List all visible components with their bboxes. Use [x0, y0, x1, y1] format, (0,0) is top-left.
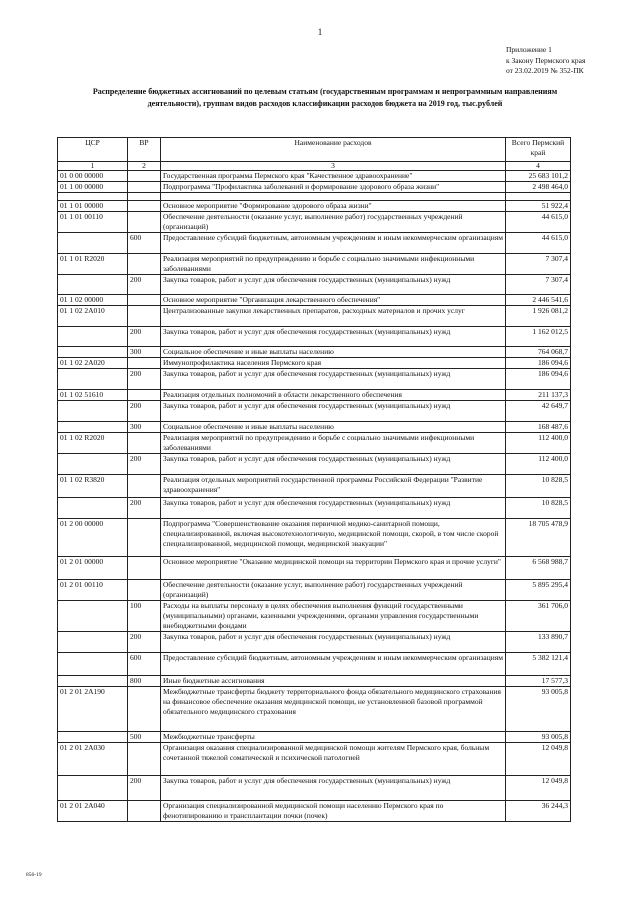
index-row [58, 162, 571, 171]
name-cell: Организация специализированной медицинской помощи населению Пермского края по фенотипированию и трансплантации почки (почек) [161, 801, 506, 822]
table-row [58, 687, 571, 732]
appendix-line-1: Приложение 1 [506, 45, 552, 54]
name-cell: Закупка товаров, работ и услуг для обеспечения государственных (муниципальных) нужд [161, 401, 506, 422]
vr-cell: 300 [128, 347, 161, 358]
budget-table-body [58, 171, 571, 822]
page-number: 1 [317, 27, 323, 37]
vr-cell: 600 [128, 653, 161, 676]
table-row [58, 601, 571, 632]
vr-cell: 300 [128, 422, 161, 433]
table-row [58, 801, 571, 822]
vr-cell [128, 201, 161, 212]
name-cell: Закупка товаров, работ и услуг для обеспечения государственных (муниципальных) нужд [161, 369, 506, 390]
csr-cell [58, 422, 128, 433]
amount-cell: 6 568 988,7 [506, 557, 571, 580]
vr-cell [128, 193, 161, 201]
name-cell: Закупка товаров, работ и услуг для обеспечения государственных (муниципальных) нужд [161, 327, 506, 347]
index-cell: 1 [58, 162, 128, 171]
csr-cell: 01 2 01 00000 [58, 557, 128, 580]
table-row [58, 201, 571, 212]
vr-cell [128, 182, 161, 193]
table-row [58, 390, 571, 401]
name-cell: Межбюджетные трансферты бюджету территориального фонда обязательного медицинского страхования на финансовое обеспечение оказания медицинской помощи, не установленной базовой программой обязательного медицинского страхования [161, 687, 506, 732]
header-name: Наименование расходов [161, 138, 506, 162]
vr-cell: 200 [128, 776, 161, 801]
vr-cell: 200 [128, 632, 161, 653]
table-row [58, 212, 571, 233]
name-cell: Реализация мероприятий по предупреждению и борьбе с социально значимыми инфекционными заболеваниями [161, 433, 506, 454]
name-cell: Предоставление субсидий бюджетным, автономным учреждениям и иным некоммерческим организациям [161, 233, 506, 254]
csr-cell: 01 1 02 R3820 [58, 475, 128, 498]
amount-cell: 168 487,6 [506, 422, 571, 433]
name-cell: Основное мероприятие "Формирование здорового образа жизни" [161, 201, 506, 212]
csr-cell [58, 776, 128, 801]
vr-cell [128, 475, 161, 498]
amount-cell: 93 005,8 [506, 687, 571, 732]
csr-cell [58, 601, 128, 632]
csr-cell: 01 2 01 2А030 [58, 743, 128, 776]
header-row [58, 138, 571, 162]
vr-cell [128, 212, 161, 233]
name-cell: Подпрограмма "Совершенствование оказания первичной медико-санитарной помощи, специализированной, включая высокотехнологичную, медицинской помощи, скорой, в том числе скорой специализированной, медицинской помощи, медицинской эвакуации" [161, 519, 506, 557]
amount-cell: 51 922,4 [506, 201, 571, 212]
amount-cell: 10 828,5 [506, 475, 571, 498]
appendix-note [506, 45, 585, 77]
vr-cell [128, 557, 161, 580]
appendix-line-2: к Закону Пермского края [506, 55, 586, 65]
vr-cell: 800 [128, 676, 161, 687]
name-cell [161, 193, 506, 201]
table-row [58, 275, 571, 295]
index-cell: 4 [506, 162, 571, 171]
amount-cell: 25 683 101,2 [506, 171, 571, 182]
name-cell: Закупка товаров, работ и услуг для обеспечения государственных (муниципальных) нужд [161, 498, 506, 519]
name-cell: Предоставление субсидий бюджетным, автономным учреждениям и иным некоммерческим организациям [161, 653, 506, 676]
amount-cell: 764 068,7 [506, 347, 571, 358]
csr-cell [58, 653, 128, 676]
table-row [58, 653, 571, 676]
vr-cell: 200 [128, 369, 161, 390]
amount-cell: 186 094,6 [506, 358, 571, 369]
header-total: Всего Пермский край [506, 138, 571, 162]
table-row [58, 776, 571, 801]
table-row [58, 732, 571, 743]
csr-cell [58, 676, 128, 687]
amount-cell: 5 382 121,4 [506, 653, 571, 676]
amount-cell: 211 137,3 [506, 390, 571, 401]
vr-cell: 200 [128, 498, 161, 519]
csr-cell [58, 401, 128, 422]
title-line-1: Распределение бюджетных ассигнований по целевым статьям (государственным программам и непрограммным направлениям [92, 87, 558, 96]
table-row [58, 557, 571, 580]
csr-cell: 01 2 00 00000 [58, 519, 128, 557]
footer-code: 856-19 [26, 872, 42, 878]
csr-cell [58, 632, 128, 653]
name-cell: Обеспечение деятельности (оказание услуг, выполнение работ) государственных учреждений (организаций) [161, 212, 506, 233]
amount-cell: 112 400,0 [506, 454, 571, 475]
name-cell: Социальное обеспечение и иные выплаты населению [161, 422, 506, 433]
vr-cell [128, 687, 161, 732]
csr-cell: 01 1 02 51610 [58, 390, 128, 401]
amount-cell: 36 244,3 [506, 801, 571, 822]
table-row [58, 193, 571, 201]
amount-cell: 1 162 012,5 [506, 327, 571, 347]
vr-cell: 100 [128, 601, 161, 632]
vr-cell [128, 254, 161, 275]
amount-cell [506, 193, 571, 201]
table-row [58, 519, 571, 557]
table-row [58, 347, 571, 358]
vr-cell [128, 390, 161, 401]
name-cell: Закупка товаров, работ и услуг для обеспечения государственных (муниципальных) нужд [161, 454, 506, 475]
vr-cell [128, 801, 161, 822]
csr-cell: 01 1 02 2А020 [58, 358, 128, 369]
index-cell: 3 [161, 162, 506, 171]
csr-cell [58, 233, 128, 254]
amount-cell: 133 890,7 [506, 632, 571, 653]
table-row [58, 295, 571, 306]
header-vr: ВР [128, 138, 161, 162]
vr-cell: 200 [128, 327, 161, 347]
table-row [58, 580, 571, 601]
table-row [58, 676, 571, 687]
vr-cell: 500 [128, 732, 161, 743]
vr-cell: 600 [128, 233, 161, 254]
table-row [58, 422, 571, 433]
amount-cell: 93 005,8 [506, 732, 571, 743]
vr-cell [128, 171, 161, 182]
amount-cell: 44 615,0 [506, 212, 571, 233]
vr-cell [128, 743, 161, 776]
csr-cell: 01 1 02 00000 [58, 295, 128, 306]
title-line-2: деятельности), группам видов расходов классификации расходов бюджета на 2019 год, тыс.рублей [147, 99, 503, 108]
vr-cell [128, 358, 161, 369]
amount-cell: 17 577,3 [506, 676, 571, 687]
name-cell: Закупка товаров, работ и услуг для обеспечения государственных (муниципальных) нужд [161, 275, 506, 295]
vr-cell: 200 [128, 454, 161, 475]
name-cell: Подпрограмма "Профилактика заболеваний и формирование здорового образа жизни" [161, 182, 506, 193]
table-row [58, 327, 571, 347]
csr-cell: 01 1 01 00000 [58, 201, 128, 212]
table-row [58, 233, 571, 254]
csr-cell: 01 2 01 2А190 [58, 687, 128, 732]
appendix-line-3: от 23.02.2019 № 352-ПК [506, 66, 584, 75]
table-row [58, 498, 571, 519]
csr-cell: 01 1 02 R2020 [58, 433, 128, 454]
name-cell: Реализация отдельных полномочий в области лекарственного обеспечения [161, 390, 506, 401]
vr-cell: 200 [128, 275, 161, 295]
amount-cell: 7 307,4 [506, 275, 571, 295]
name-cell: Закупка товаров, работ и услуг для обеспечения государственных (муниципальных) нужд [161, 776, 506, 801]
table-row [58, 632, 571, 653]
csr-cell: 01 0 00 00000 [58, 171, 128, 182]
table-row [58, 743, 571, 776]
amount-cell: 18 705 478,9 [506, 519, 571, 557]
header-csr: ЦСР [58, 138, 128, 162]
name-cell: Иные бюджетные ассигнования [161, 676, 506, 687]
table-row [58, 306, 571, 327]
table-row [58, 454, 571, 475]
csr-cell: 01 1 01 R2020 [58, 254, 128, 275]
name-cell: Государственная программа Пермского края "Качественное здравоохранение" [161, 171, 506, 182]
name-cell: Организация оказания специализированной медицинской помощи жителям Пермского края, больным сочетанной тяжелой соматической и психической патологией [161, 743, 506, 776]
index-cell: 2 [128, 162, 161, 171]
amount-cell: 10 828,5 [506, 498, 571, 519]
table-row [58, 475, 571, 498]
name-cell: Основное мероприятие "Оказание медицинской помощи на территории Пермского края и прочие услуги" [161, 557, 506, 580]
name-cell: Иммунопрофилактика населения Пермского края [161, 358, 506, 369]
csr-cell [58, 369, 128, 390]
amount-cell: 12 049,8 [506, 776, 571, 801]
table-row [58, 433, 571, 454]
name-cell: Централизованные закупки лекарственных препаратов, расходных материалов и прочих услуг [161, 306, 506, 327]
name-cell: Социальное обеспечение и иные выплаты населению [161, 347, 506, 358]
table-row [58, 254, 571, 275]
amount-cell: 186 094,6 [506, 369, 571, 390]
amount-cell: 2 498 464,0 [506, 182, 571, 193]
amount-cell: 12 049,8 [506, 743, 571, 776]
name-cell: Реализация отдельных мероприятий государственной программы Российской Федерации "Развитие здравоохранения" [161, 475, 506, 498]
amount-cell: 1 926 081,2 [506, 306, 571, 327]
csr-cell [58, 275, 128, 295]
vr-cell [128, 306, 161, 327]
csr-cell [58, 498, 128, 519]
name-cell: Расходы на выплаты персоналу в целях обеспечения выполнения функций государственными (муниципальными) органами, казенными учреждениями, органами управления государственными внебюджетными фондами [161, 601, 506, 632]
name-cell: Реализация мероприятий по предупреждению и борьбе с социально значимыми инфекционными заболеваниями [161, 254, 506, 275]
vr-cell [128, 519, 161, 557]
csr-cell: 01 2 01 00110 [58, 580, 128, 601]
csr-cell: 01 2 01 2А040 [58, 801, 128, 822]
amount-cell: 7 307,4 [506, 254, 571, 275]
name-cell: Основное мероприятие "Организация лекарственного обеспечения" [161, 295, 506, 306]
csr-cell: 01 1 01 00110 [58, 212, 128, 233]
amount-cell: 44 615,0 [506, 233, 571, 254]
table-row [58, 401, 571, 422]
budget-table [57, 137, 571, 822]
csr-cell [58, 454, 128, 475]
document-title [40, 86, 610, 110]
vr-cell: 200 [128, 401, 161, 422]
amount-cell: 42 649,7 [506, 401, 571, 422]
vr-cell [128, 433, 161, 454]
csr-cell: 01 1 00 00000 [58, 182, 128, 193]
table-row [58, 369, 571, 390]
csr-cell [58, 193, 128, 201]
name-cell: Межбюджетные трансферты [161, 732, 506, 743]
amount-cell: 112 400,0 [506, 433, 571, 454]
table-row [58, 171, 571, 182]
amount-cell: 2 446 541,6 [506, 295, 571, 306]
amount-cell: 361 706,0 [506, 601, 571, 632]
name-cell: Закупка товаров, работ и услуг для обеспечения государственных (муниципальных) нужд [161, 632, 506, 653]
vr-cell [128, 580, 161, 601]
vr-cell [128, 295, 161, 306]
csr-cell: 01 1 02 2А010 [58, 306, 128, 327]
csr-cell [58, 732, 128, 743]
amount-cell: 5 895 295,4 [506, 580, 571, 601]
csr-cell [58, 347, 128, 358]
table-row [58, 358, 571, 369]
csr-cell [58, 327, 128, 347]
table-row [58, 182, 571, 193]
name-cell: Обеспечение деятельности (оказание услуг, выполнение работ) государственных учреждений (организаций) [161, 580, 506, 601]
